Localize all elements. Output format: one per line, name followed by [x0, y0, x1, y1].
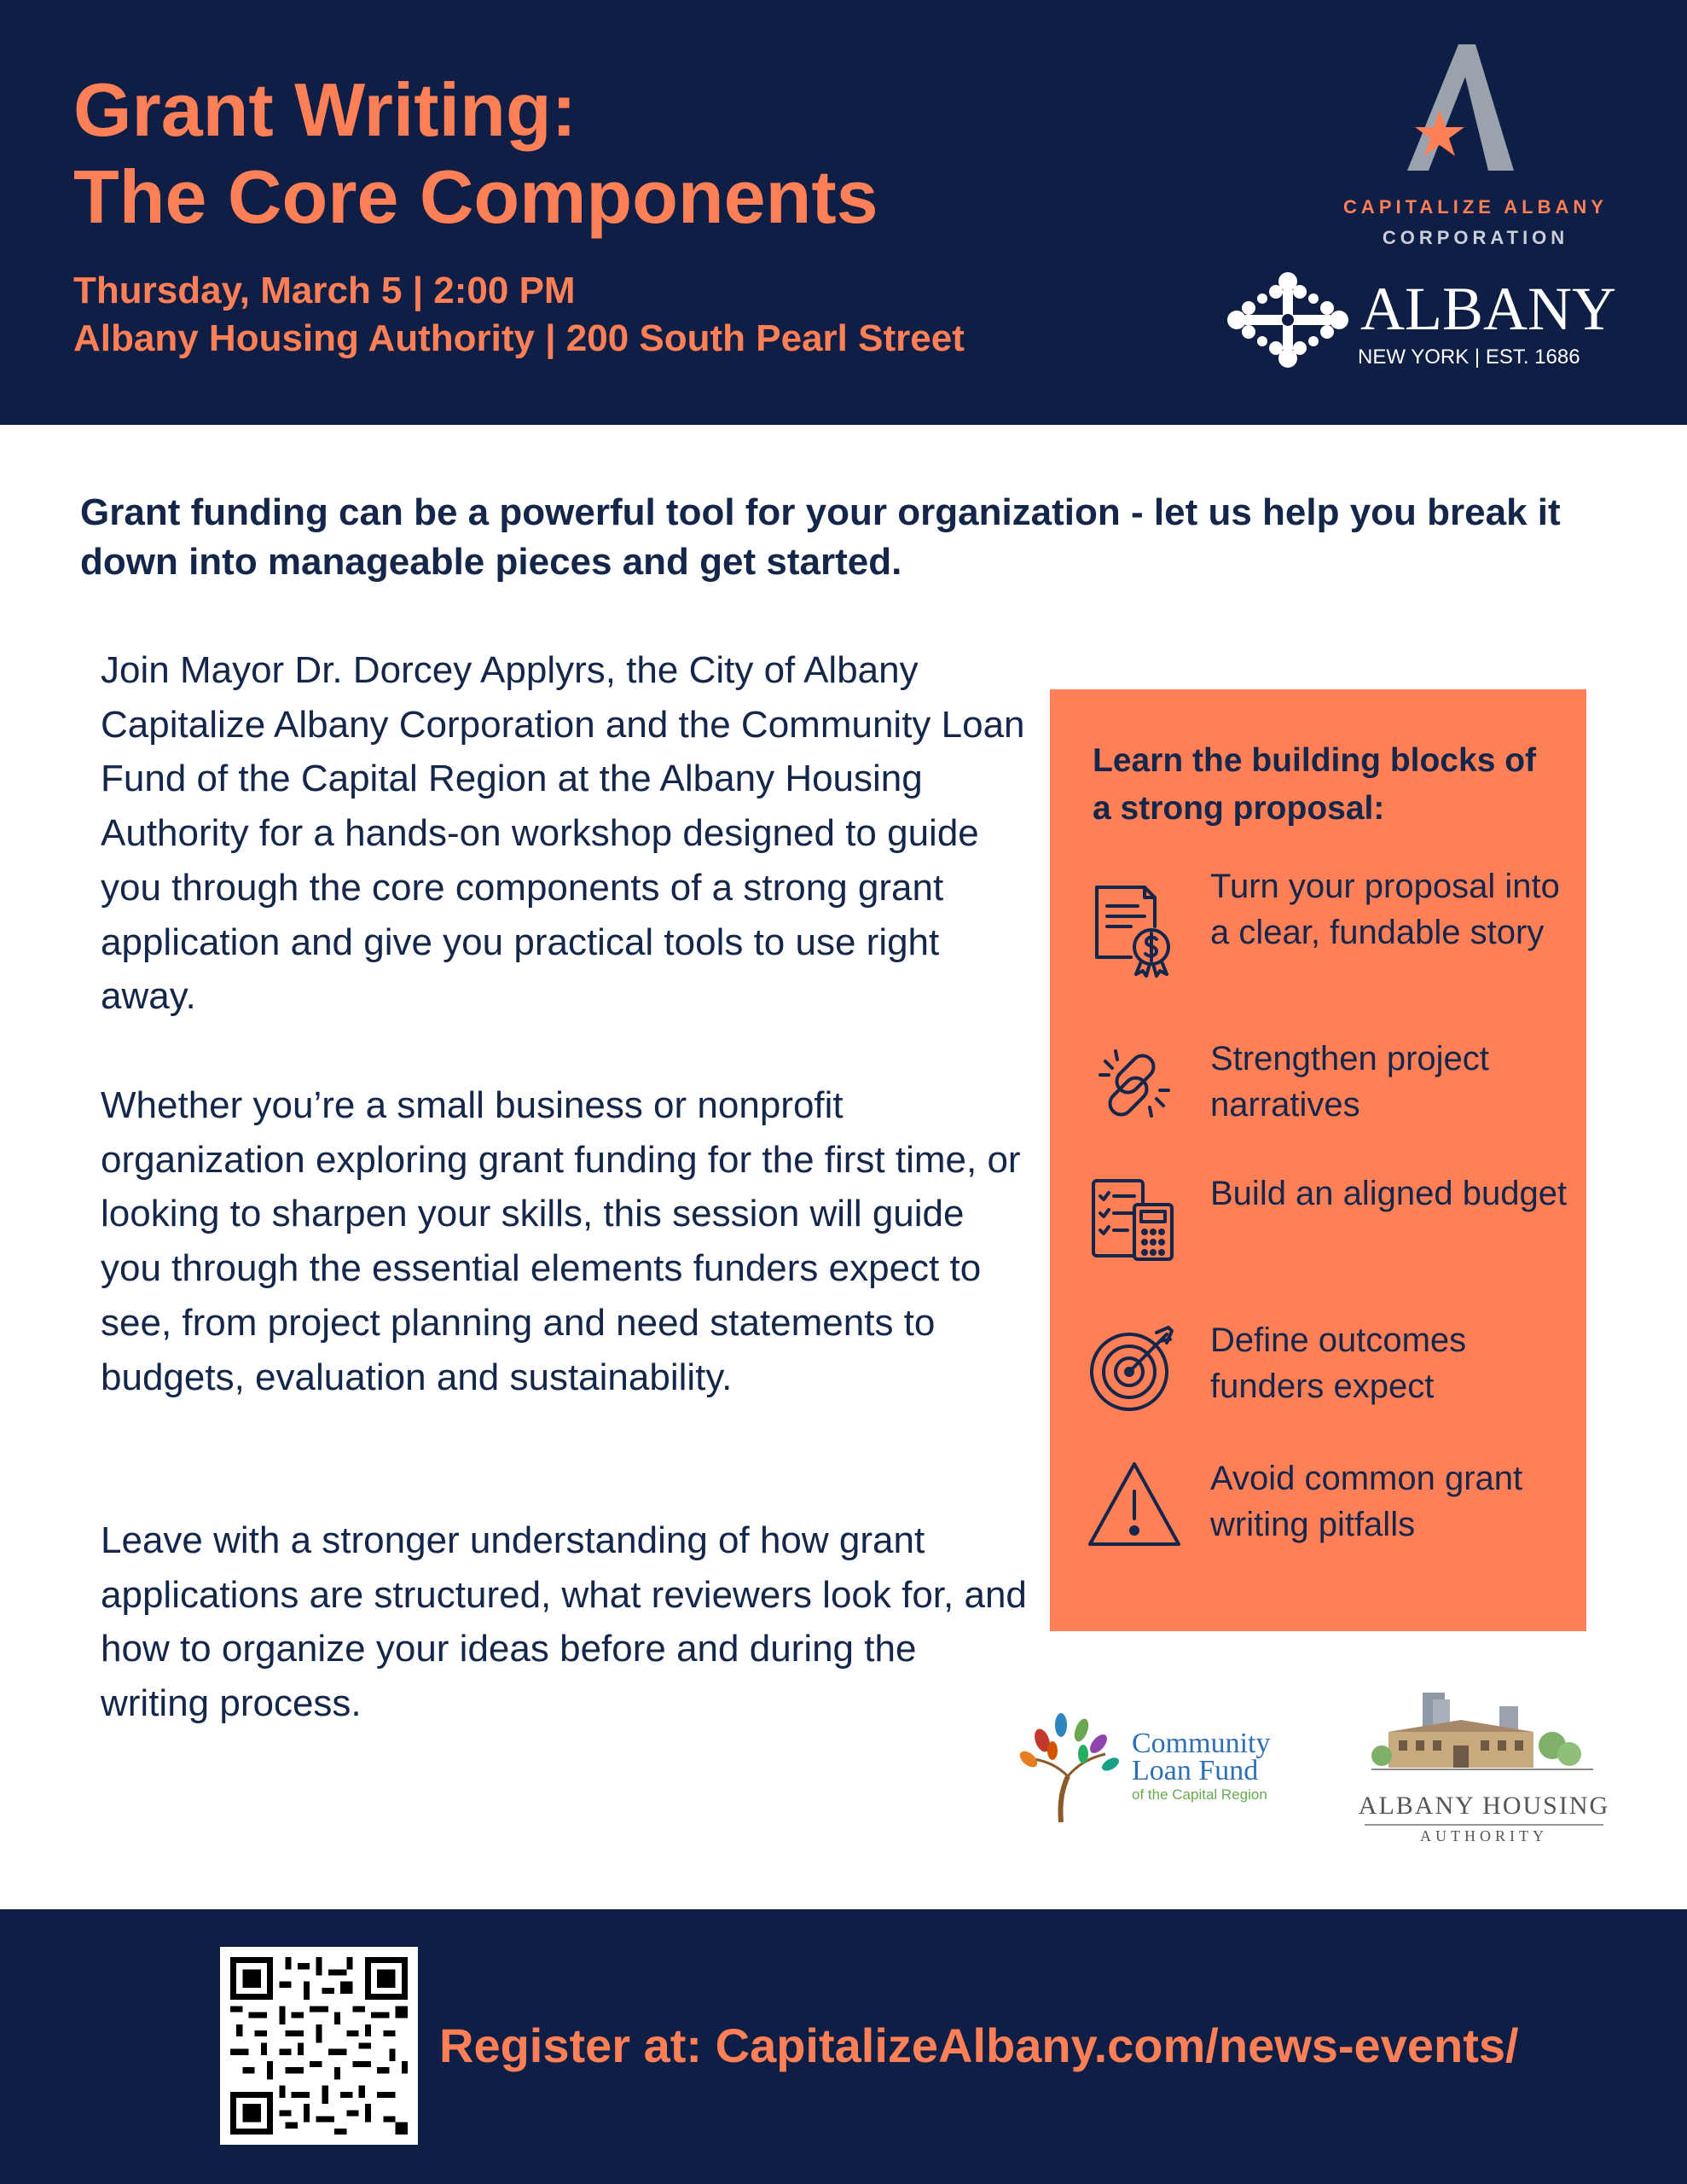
- albany-housing-sub: AUTHORITY: [1420, 1827, 1548, 1844]
- clf-name-line-3: of the Capital Region: [1132, 1786, 1267, 1803]
- capitalize-albany-sub: CORPORATION: [1382, 227, 1569, 248]
- event-location: Albany Housing Authority | 200 South Pearl Street: [73, 317, 965, 359]
- albany-housing-buildings-icon: [1371, 1689, 1593, 1774]
- albany-logo-sub: NEW YORK | EST. 1686: [1358, 346, 1580, 369]
- clf-name-line-2: Loan Fund: [1132, 1755, 1259, 1786]
- capitalize-albany-name: CAPITALIZE ALBANY: [1343, 196, 1608, 218]
- albany-city-emblem-icon: [1220, 264, 1356, 375]
- feature-text-4: Define outcomes funders expect: [1210, 1321, 1467, 1405]
- target-icon: [1085, 1317, 1184, 1416]
- capitalize-albany-logo-icon: [1348, 43, 1552, 179]
- qr-code-icon: [230, 1957, 408, 2135]
- registration-qr-code[interactable]: [220, 1947, 418, 2145]
- intro-statement: Grant funding can be a powerful tool for your organization - let us help you break it down into manageable pieces and get started.: [80, 491, 1561, 583]
- albany-housing-name: ALBANY HOUSING: [1358, 1792, 1610, 1820]
- albany-housing-divider: [1365, 1824, 1603, 1826]
- title-line-2: The Core Components: [73, 154, 878, 239]
- page-title: [73, 67, 878, 241]
- feature-text-2: Strengthen project narratives: [1210, 1040, 1489, 1124]
- building-blocks-heading: Learn the building blocks of a strong proposal:: [1093, 742, 1537, 827]
- body-paragraph-1: Join Mayor Dr. Dorcey Applyrs, the City of Albany Capitalize Albany Corporation and the Community Loan Fund of the Capital Region at the Albany Housing Authority for a hands-on workshop designed to guide you through the core components of a strong grant application and give you practical tools to use right away.: [101, 649, 1025, 1018]
- chain-link-icon: [1085, 1034, 1184, 1133]
- certificate-dollar-icon: [1085, 879, 1184, 978]
- register-link[interactable]: Register at: CapitalizeAlbany.com/news-events/: [439, 2018, 1519, 2072]
- body-paragraph-3: Leave with a stronger understanding of how grant applications are structured, what reviewers look for, and how to organize your ideas before and during the writing process.: [101, 1519, 1027, 1725]
- body-paragraph-2: Whether you’re a small business or nonprofit organization exploring grant funding for the first time, or looking to sharpen your skills, this session will guide you through the essential elements funders expect to see, from project planning and need statements to budgets, evaluation and sustainability.: [101, 1084, 1021, 1398]
- feature-text-5: Avoid common grant writing pitfalls: [1210, 1460, 1523, 1543]
- header-banner: [0, 0, 1687, 425]
- clf-name-line-1: Community: [1132, 1728, 1271, 1759]
- event-date-time: Thursday, March 5 | 2:00 PM: [73, 270, 576, 311]
- feature-text-1: Turn your proposal into a clear, fundable story: [1210, 868, 1560, 951]
- title-line-1: Grant Writing:: [73, 67, 577, 152]
- warning-icon: [1085, 1457, 1184, 1556]
- feature-text-3: Build an aligned budget: [1210, 1175, 1568, 1212]
- albany-logo-word: ALBANY: [1360, 275, 1616, 343]
- budget-calculator-icon: [1085, 1170, 1184, 1269]
